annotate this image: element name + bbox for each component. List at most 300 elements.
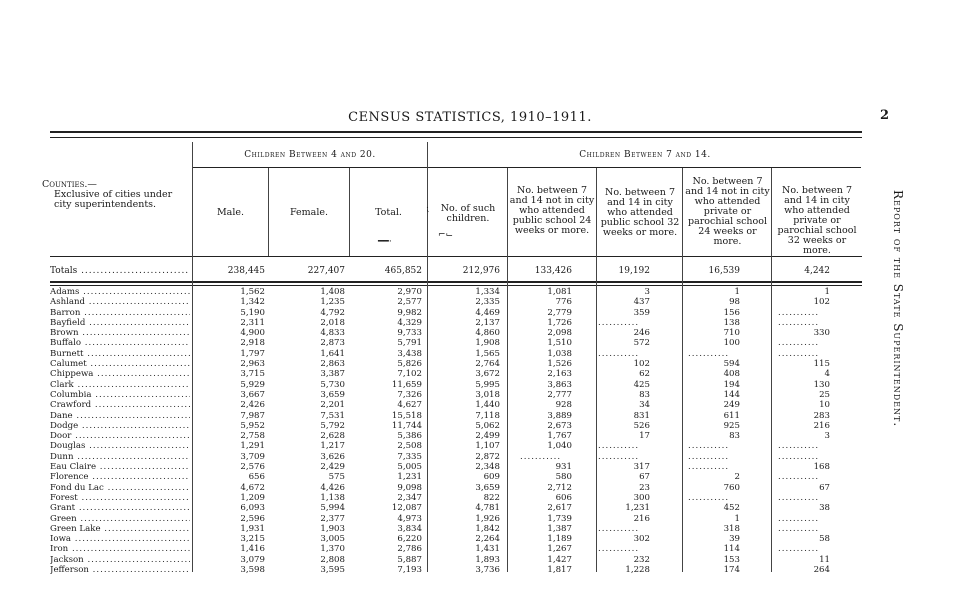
cell: 2,163 [547, 369, 572, 380]
top-double-rule-thin [50, 137, 862, 138]
cell: 925 [723, 420, 740, 431]
cell: 23 [639, 482, 650, 493]
cell: 1,231 [625, 503, 650, 514]
county-name: Barron ..... [50, 308, 190, 318]
county-name: Iron ..... [50, 544, 190, 554]
cell: 1,893 [475, 554, 500, 565]
table-row [0, 421, 862, 431]
cell: 609 [483, 472, 500, 483]
county-name: Clark ..... [50, 380, 190, 390]
totals-double-rule-thin [50, 285, 862, 286]
county-name: Bayfield ..... [50, 318, 190, 328]
cell: 9,982 [397, 307, 422, 318]
cell: 38 [819, 503, 830, 514]
cell: 1,107 [475, 441, 500, 452]
empty-cell-leader: ........... [598, 451, 640, 462]
cell: 4,860 [475, 328, 500, 339]
cell: 330 [813, 328, 830, 339]
cell: 572 [633, 338, 650, 349]
cell: 1,387 [547, 523, 572, 534]
cell: 5,190 [240, 307, 265, 318]
cell: 9,733 [397, 328, 422, 339]
county-name: Crawford ..... [50, 400, 190, 410]
table-row [0, 411, 862, 421]
cell: 100 [723, 338, 740, 349]
header-bottom-rule [50, 256, 862, 257]
cell: 5,386 [397, 431, 422, 442]
cell: 12,087 [391, 503, 422, 514]
cell: 611 [723, 410, 740, 421]
county-name: Iowa ..... [50, 534, 190, 544]
cell: 1,408 [320, 287, 345, 297]
group-header-4-20: Children Between 4 and 20. [244, 150, 376, 160]
cell: 138 [723, 317, 740, 328]
county-name: Dane ..... [50, 411, 190, 421]
cell: 3,863 [547, 379, 572, 390]
cell: 3 [824, 431, 830, 442]
col-header-private-city: No. between 7 and 14 in city who attended private or parochial school 32 weeks or more. [777, 185, 857, 256]
cell: 5,062 [475, 420, 500, 431]
cell: 2,577 [397, 297, 422, 308]
cell: 580 [555, 472, 572, 483]
county-name: Dunn ..... [50, 452, 190, 462]
col-header-such-children: No. of such children. [440, 203, 496, 224]
cell: 1,767 [547, 431, 572, 442]
cell: 2,873 [320, 338, 345, 349]
cell: 1,565 [475, 348, 500, 359]
empty-cell-leader: ........... [778, 441, 820, 452]
cell: 6,220 [397, 534, 422, 545]
cell: 4,900 [240, 328, 265, 339]
cell: 34 [639, 400, 650, 411]
cell: 11,659 [391, 379, 422, 390]
cell: 1,440 [475, 400, 500, 411]
cell: 1,038 [547, 348, 572, 359]
cell: 7,118 [475, 410, 500, 421]
cell: 1,726 [547, 317, 572, 328]
table-row [0, 359, 862, 369]
cell: 4,672 [240, 482, 265, 493]
table-row [0, 534, 862, 544]
cell: 1,081 [547, 287, 572, 297]
cell: 156 [723, 307, 740, 318]
cell: 2,779 [547, 307, 572, 318]
cell: 7,193 [397, 565, 422, 576]
cell: 606 [555, 492, 572, 503]
cell: 2,918 [240, 338, 265, 349]
table-row [0, 328, 862, 338]
cell: 232 [633, 554, 650, 565]
table-row [0, 544, 862, 554]
cell: 1,842 [475, 523, 500, 534]
table-row [0, 318, 862, 328]
cell: 17 [639, 431, 650, 442]
cell: 98 [729, 297, 740, 308]
cell: 1 [824, 287, 830, 297]
cell: 10 [819, 400, 830, 411]
cell: 3 [644, 287, 650, 297]
cell: 2,808 [320, 554, 345, 565]
cell: 3,715 [240, 369, 265, 380]
col-header-total: Total. [375, 207, 402, 218]
running-side-title: Report of the State Superintendent. [891, 190, 905, 428]
table-row [0, 555, 862, 565]
cell: 3,079 [240, 554, 265, 565]
county-name: Fond du Lac ..... [50, 483, 190, 493]
county-name: Eau Claire ..... [50, 462, 190, 472]
cell: 194 [723, 379, 740, 390]
cell: 1,231 [397, 472, 422, 483]
cell: 1,903 [320, 523, 345, 534]
cell: 2,429 [320, 462, 345, 473]
cell: 9,098 [397, 482, 422, 493]
cell: 710 [723, 328, 740, 339]
table-row [0, 349, 862, 359]
cell: 2,499 [475, 431, 500, 442]
cell: 2,863 [320, 359, 345, 370]
cell: 3,659 [320, 389, 345, 400]
cell: 15,518 [391, 410, 422, 421]
cell: 2,335 [475, 297, 500, 308]
cell: 3,659 [475, 482, 500, 493]
cell: 5,929 [240, 379, 265, 390]
county-name: Forest ..... [50, 493, 190, 503]
cell: 2,576 [240, 462, 265, 473]
empty-cell-leader: ........... [778, 513, 820, 524]
table-row [0, 493, 862, 503]
cell: 5,792 [320, 420, 345, 431]
cell: 575 [328, 472, 345, 483]
cell: 1,138 [320, 492, 345, 503]
cell: 4,469 [475, 307, 500, 318]
page-title: CENSUS STATISTICS, 1910–1911. [348, 110, 592, 125]
cell: 62 [639, 369, 650, 380]
cell: 2,963 [240, 359, 265, 370]
print-smudge: ⁏ [426, 204, 430, 214]
cell: 246 [633, 328, 650, 339]
county-name: Green Lake ..... [50, 524, 190, 534]
cell: 25 [819, 389, 830, 400]
cell: 3,215 [240, 534, 265, 545]
cell: 227,407 [307, 266, 345, 276]
empty-cell-leader: ........... [778, 451, 820, 462]
cell: 1,217 [320, 441, 345, 452]
cell: 216 [813, 420, 830, 431]
cell: 3,018 [475, 389, 500, 400]
cell: 822 [483, 492, 500, 503]
cell: 19,192 [618, 266, 650, 276]
table-row [0, 369, 862, 379]
cell: 102 [633, 359, 650, 370]
cell: 300 [633, 492, 650, 503]
print-smudge: ⌐⌙ [438, 230, 454, 240]
cell: 238,445 [227, 266, 265, 276]
cell: 776 [555, 297, 572, 308]
cell: 928 [555, 400, 572, 411]
cell: 5,791 [397, 338, 422, 349]
table-row [0, 472, 862, 482]
cell: 153 [723, 554, 740, 565]
cell: 1,427 [547, 554, 572, 565]
cell: 1,739 [547, 513, 572, 524]
cell: 1,510 [547, 338, 572, 349]
cell: 3,834 [397, 523, 422, 534]
cell: 408 [723, 369, 740, 380]
cell: 1,431 [475, 544, 500, 555]
table-row [0, 338, 862, 348]
empty-cell-leader: ........... [688, 451, 730, 462]
cell: 168 [813, 462, 830, 473]
col-header-male: Male. [216, 207, 245, 218]
cell: 3,626 [320, 451, 345, 462]
group-header-rule [193, 167, 861, 168]
empty-cell-leader: ........... [598, 523, 640, 534]
cell: 656 [248, 472, 265, 483]
print-smudge: ━━· [378, 237, 392, 247]
cell: 7,102 [397, 369, 422, 380]
empty-cell-leader: ........... [688, 492, 730, 503]
cell: 437 [633, 297, 650, 308]
cell: 3,889 [547, 410, 572, 421]
empty-cell-leader: ........... [778, 492, 820, 503]
county-name: Ashland ..... [50, 297, 190, 307]
cell: 831 [633, 410, 650, 421]
county-name: Douglas ..... [50, 441, 190, 451]
table-row [0, 431, 862, 441]
cell: 2,311 [240, 317, 265, 328]
cell: 4 [824, 369, 830, 380]
cell: 2 [734, 472, 740, 483]
cell: 4,329 [397, 317, 422, 328]
cell: 6,093 [240, 503, 265, 514]
cell: 7,335 [397, 451, 422, 462]
cell: 1,267 [547, 544, 572, 555]
table-row [0, 565, 862, 575]
cell: 594 [723, 359, 740, 370]
cell: 1,209 [240, 492, 265, 503]
cell: 3,387 [320, 369, 345, 380]
empty-cell-leader: ........... [778, 544, 820, 555]
table-row [0, 503, 862, 513]
cell: 302 [633, 534, 650, 545]
cell: 1,342 [240, 297, 265, 308]
cell: 16,539 [708, 266, 740, 276]
cell: 3,005 [320, 534, 345, 545]
cell: 1,562 [240, 287, 265, 297]
table-row [0, 400, 862, 410]
cell: 3,598 [240, 565, 265, 576]
totals-label: Totals ..... [50, 266, 190, 276]
cell: 425 [633, 379, 650, 390]
cell: 1,235 [320, 297, 345, 308]
cell: 465,852 [384, 266, 422, 276]
cell: 760 [723, 482, 740, 493]
cell: 102 [813, 297, 830, 308]
cell: 216 [633, 513, 650, 524]
cell: 249 [723, 400, 740, 411]
county-name: Burnett ..... [50, 349, 190, 359]
cell: 1,370 [320, 544, 345, 555]
cell: 283 [813, 410, 830, 421]
cell: 2,786 [397, 544, 422, 555]
county-name: Calumet ..... [50, 359, 190, 369]
cell: 3,709 [240, 451, 265, 462]
cell: 1,334 [475, 287, 500, 297]
cell: 114 [723, 544, 740, 555]
cell: 83 [639, 389, 650, 400]
cell: 2,018 [320, 317, 345, 328]
cell: 5,887 [397, 554, 422, 565]
county-name: Green ..... [50, 514, 190, 524]
table-row [0, 308, 862, 318]
cell: 83 [729, 431, 740, 442]
cell: 2,970 [397, 287, 422, 297]
cell: 67 [819, 482, 830, 493]
counties-header-body: Exclusive of cities under city superintendents. [54, 189, 173, 210]
cell: 526 [633, 420, 650, 431]
cell: 5,995 [475, 379, 500, 390]
cell: 11,744 [391, 420, 422, 431]
county-name: Adams ..... [50, 287, 190, 297]
cell: 2,628 [320, 431, 345, 442]
col-header-public-city: No. between 7 and 14 in city who attended public school 32 weeks or more. [600, 187, 680, 238]
county-name: Jefferson ..... [50, 565, 190, 575]
top-double-rule [50, 131, 862, 133]
empty-cell-leader: ........... [598, 317, 640, 328]
cell: 5,005 [397, 462, 422, 473]
cell: 2,673 [547, 420, 572, 431]
county-rows [0, 287, 862, 575]
cell: 1,817 [547, 565, 572, 576]
empty-cell-leader: ........... [778, 348, 820, 359]
cell: 931 [555, 462, 572, 473]
empty-cell-leader: ........... [598, 441, 640, 452]
cell: 5,730 [320, 379, 345, 390]
cell: 4,627 [397, 400, 422, 411]
cell: 2,508 [397, 441, 422, 452]
cell: 1,641 [320, 348, 345, 359]
cell: 7,531 [320, 410, 345, 421]
empty-cell-leader: ........... [778, 307, 820, 318]
cell: 1,040 [547, 441, 572, 452]
cell: 7,326 [397, 389, 422, 400]
col-header-female: Female. [289, 207, 329, 218]
cell: 3,736 [475, 565, 500, 576]
table-row [0, 514, 862, 524]
cell: 39 [729, 534, 740, 545]
cell: 318 [723, 523, 740, 534]
page-number: 2 [880, 108, 890, 123]
cell: 317 [633, 462, 650, 473]
cell: 5,826 [397, 359, 422, 370]
col-header-private-not-city: No. between 7 and 14 not in city who attended private or parochial school 24 weeks or more. [685, 176, 770, 247]
county-name: Brown ..... [50, 328, 190, 338]
cell: 1,926 [475, 513, 500, 524]
county-name: Florence ..... [50, 472, 190, 482]
cell: 11 [819, 554, 830, 565]
cell: 4,833 [320, 328, 345, 339]
cell: 452 [723, 503, 740, 514]
cell: 4,426 [320, 482, 345, 493]
cell: 4,781 [475, 503, 500, 514]
empty-cell-leader: ........... [778, 338, 820, 349]
cell: 2,712 [547, 482, 572, 493]
totals-row [0, 266, 862, 278]
cell: 2,347 [397, 492, 422, 503]
cell: 7,987 [240, 410, 265, 421]
totals-double-rule [50, 281, 862, 283]
cell: 2,758 [240, 431, 265, 442]
empty-cell-leader: ........... [778, 523, 820, 534]
cell: 359 [633, 307, 650, 318]
cell: 58 [819, 534, 830, 545]
col-header-public-not-city: No. between 7 and 14 not in city who attended public school 24 weeks or more. [509, 185, 595, 236]
cell: 2,872 [475, 451, 500, 462]
empty-cell-leader: ........... [520, 451, 562, 462]
table-row [0, 380, 862, 390]
cell: 133,426 [534, 266, 572, 276]
table-row [0, 452, 862, 462]
cell: 3,438 [397, 348, 422, 359]
empty-cell-leader: ........... [688, 348, 730, 359]
cell: 144 [723, 389, 740, 400]
cell: 264 [813, 565, 830, 576]
cell: 2,098 [547, 328, 572, 339]
cell: 2,348 [475, 462, 500, 473]
cell: 2,764 [475, 359, 500, 370]
cell: 3,672 [475, 369, 500, 380]
county-name: Grant ..... [50, 503, 190, 513]
cell: 2,201 [320, 400, 345, 411]
cell: 2,264 [475, 534, 500, 545]
county-name: Jackson ..... [50, 555, 190, 565]
cell: 2,596 [240, 513, 265, 524]
empty-cell-leader: ........... [778, 317, 820, 328]
cell: 130 [813, 379, 830, 390]
cell: 1,228 [625, 565, 650, 576]
cell: 3,667 [240, 389, 265, 400]
cell: 1,416 [240, 544, 265, 555]
empty-cell-leader: ........... [598, 348, 640, 359]
cell: 2,377 [320, 513, 345, 524]
cell: 1,526 [547, 359, 572, 370]
empty-cell-leader: ........... [688, 441, 730, 452]
cell: 5,952 [240, 420, 265, 431]
empty-cell-leader: ........... [688, 462, 730, 473]
table-row [0, 287, 862, 297]
county-name: Buffalo ..... [50, 338, 190, 348]
cell: 5,994 [320, 503, 345, 514]
counties-header [42, 180, 192, 210]
table-row [0, 441, 862, 451]
cell: 2,137 [475, 317, 500, 328]
cell: 1,908 [475, 338, 500, 349]
cell: 115 [813, 359, 830, 370]
cell: 4,973 [397, 513, 422, 524]
county-name: Dodge ..... [50, 421, 190, 431]
table-row [0, 524, 862, 534]
cell: 67 [639, 472, 650, 483]
cell: 1 [734, 287, 740, 297]
table-row [0, 297, 862, 307]
cell: 4,792 [320, 307, 345, 318]
cell: 1 [734, 513, 740, 524]
cell: 2,777 [547, 389, 572, 400]
empty-cell-leader: ........... [778, 472, 820, 483]
counties-header-lead: Counties.— [42, 179, 97, 190]
cell: 3,595 [320, 565, 345, 576]
cell: 1,797 [240, 348, 265, 359]
